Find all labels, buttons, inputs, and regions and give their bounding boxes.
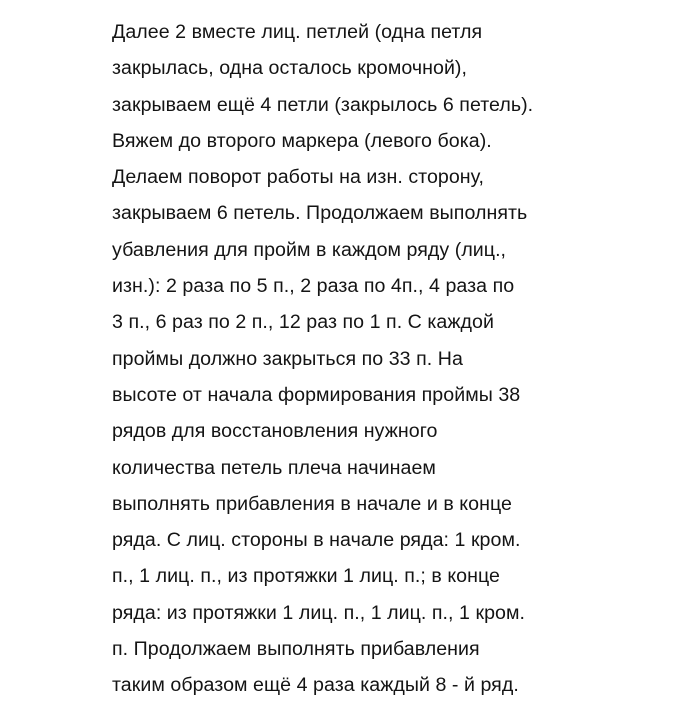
text-line: Вяжем до второго маркера (левого бока).	[112, 129, 492, 152]
text-line: количества петель плеча начинаем	[112, 456, 436, 479]
text-line: 3 п., 6 раз по 2 п., 12 раз по 1 п. С каждой	[112, 311, 494, 334]
text-line: рядов для восстановления нужного	[112, 420, 438, 443]
text-line: таким образом ещё 4 раза каждый 8 - й ряд.	[112, 674, 519, 697]
text-line: закрываем ещё 4 петли (закрылось 6 петель).	[112, 93, 534, 116]
knitting-instructions-text	[112, 14, 632, 704]
text-line: п., 1 лиц. п., из протяжки 1 лиц. п.; в конце	[112, 565, 500, 588]
text-line: закрылась, одна осталось кромочной),	[112, 57, 468, 80]
text-line: Далее 2 вместе лиц. петлей (одна петля	[112, 21, 483, 43]
text-line: Делаем поворот работы на изн. сторону,	[112, 166, 485, 189]
text-line: изн.): 2 раза по 5 п., 2 раза по 4п., 4 раза по	[112, 275, 515, 298]
text-line: ряда. С лиц. стороны в начале ряда: 1 кром.	[112, 529, 521, 552]
text-line: п. Продолжаем выполнять прибавления	[112, 638, 480, 661]
text-line: ряда: из протяжки 1 лиц. п., 1 лиц. п., 1 кром.	[112, 601, 526, 624]
text-line: высоте от начала формирования проймы 38	[112, 383, 521, 406]
text-line: убавления для пройм в каждом ряду (лиц.,	[112, 238, 507, 261]
text-line: выполнять прибавления в начале и в конце	[112, 492, 512, 515]
text-line: закрываем 6 петель. Продолжаем выполнять	[112, 202, 528, 225]
text-line: проймы должно закрыться по 33 п. На	[112, 347, 463, 370]
